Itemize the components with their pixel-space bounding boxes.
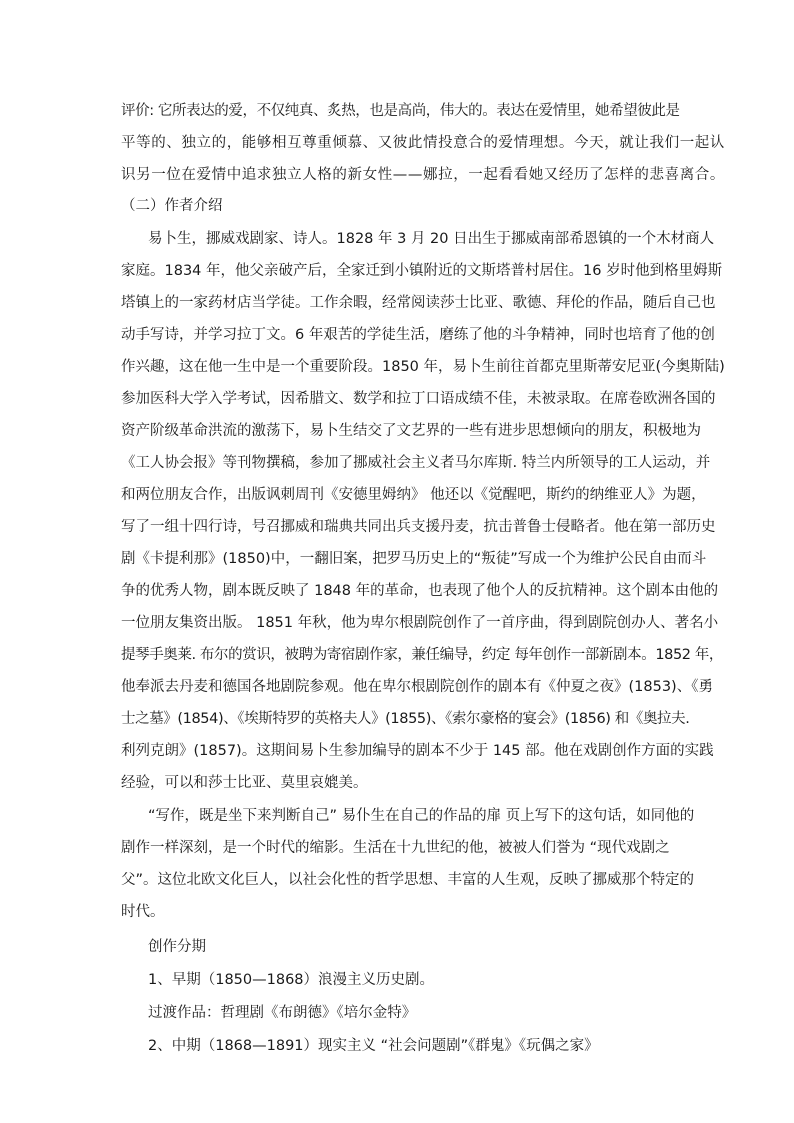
period-transition: 过渡作品：哲理剧《布朗德》《培尔金特》 — [148, 1005, 417, 1021]
bio-line-18: 经验，可以和莎士比亚、莫里哀媲美。 — [121, 775, 368, 791]
period-early: 1、早期（1850—1868）浪漫主义历史剧。 — [148, 972, 435, 988]
bio-line-6: 参加医科大学入学考试，因希腊文、数学和拉丁口语成绩不佳，未被录取。在席卷欧洲各国的 — [121, 391, 716, 407]
bio-line-17: 利列克朗》(1857)。这期间易卜生参加编导的剧本不少于 145 部。他在戏剧创作方面的实践 — [121, 743, 714, 759]
bio-line-8: 《工人协会报》等刊物撰稿，参加了挪威社会主义者马尔库斯. 特兰内所领导的工人运动，并 — [121, 455, 711, 471]
quote-line-3: 父”。这位北欧文化巨人，以社会化性的哲学思想、丰富的人生观，反映了挪威那个特定的 — [121, 872, 695, 888]
intro-line-3: 识另一位在爱情中追求独立人格的新女性——娜拉，一起看看她又经历了怎样的悲喜离合。 — [121, 167, 725, 183]
bio-line-5: 作兴趣，这在他一生中是一个重要阶段。1850 年，易卜生前往首都克里斯蒂安尼亚(今奥斯陆) — [121, 359, 725, 375]
quote-line-1: “写作，既是坐下来判断自己” 易仆生在自己的作品的扉 页上写下的这句话，如同他的 — [148, 808, 695, 824]
quote-line-4: 时代。 — [121, 904, 165, 920]
bio-line-7: 资产阶级革命洪流的激荡下，易卜生结交了文艺界的一些有进步思想倾向的朋友，积极地为 — [121, 423, 701, 439]
bio-line-4: 动手写诗，并学习拉丁文。6 年艰苦的学徒生活，磨练了他的斗争精神，同时也培育了他的创 — [121, 327, 715, 343]
bio-line-15: 他奉派去丹麦和德国各地剧院参观。他在卑尔根剧院创作的剧本有《仲夏之夜》(1853)、《勇 — [121, 679, 713, 695]
section-heading: （二）作者介绍 — [121, 198, 223, 214]
bio-line-10: 写了一组十四行诗，号召挪威和瑞典共同出兵支援丹麦，抗击普鲁士侵略者。他在第一部历史 — [121, 519, 716, 535]
bio-line-12: 争的优秀人物，剧本既反映了 1848 年的革命，也表现了他个人的反抗精神。这个剧本由他的 — [121, 583, 719, 599]
bio-line-9: 和两位朋友合作，出版讽刺周刊《安德里姆纳》 他还以《觉醒吧，斯约的纳维亚人》为题， — [121, 487, 706, 503]
period-middle: 2、中期（1868—1891）现实主义 “社会问题剧”《群鬼》《玩偶之家》 — [148, 1038, 599, 1054]
intro-line-1: 评价: 它所表达的爱，不仅纯真、炙热，也是高尚，伟大的。表达在爱情里，她希望彼此是 — [121, 103, 680, 119]
bio-line-13: 一位朋友集资出版。 1851 年秋，他为卑尔根剧院创作了一首序曲，得到剧院创办人、著名小 — [121, 615, 719, 631]
quote-line-2: 剧作一样深刻，是一个时代的缩影。生活在十九世纪的他，被被人们誉为 “现代戏剧之 — [121, 840, 670, 856]
bio-line-2: 家庭。1834 年，他父亲破产后，全家迁到小镇附近的文斯塔普村居住。16 岁时他到格里姆斯 — [121, 263, 723, 279]
bio-line-14: 提琴手奥莱. 布尔的赏识，被聘为寄宿剧作家，兼任编导，约定 每年创作一部新剧本。1852 年， — [121, 647, 724, 663]
periods-heading: 创作分期 — [148, 939, 206, 955]
bio-line-3: 塔镇上的一家药材店当学徒。工作余暇，经常阅读莎士比亚、歌德、拜伦的作品，随后自己也 — [121, 295, 716, 311]
bio-line-1: 易卜生，挪威戏剧家、诗人。1828 年 3 月 20 日出生于挪威南部希恩镇的一个木材商人 — [148, 231, 715, 247]
bio-line-11: 剧《卡提利那》(1850)中，一翻旧案，把罗马历史上的“叛徒”写成一个为维护公民自由而斗 — [121, 551, 707, 567]
bio-line-16: 士之墓》(1854)、《埃斯特罗的英格夫人》(1855)、《索尔豪格的宴会》(1856) 和《奥拉夫. — [121, 711, 690, 727]
intro-line-2: 平等的、独立的，能够相互尊重倾慕、又彼此情投意合的爱情理想。今天，就让我们一起认 — [121, 135, 725, 151]
